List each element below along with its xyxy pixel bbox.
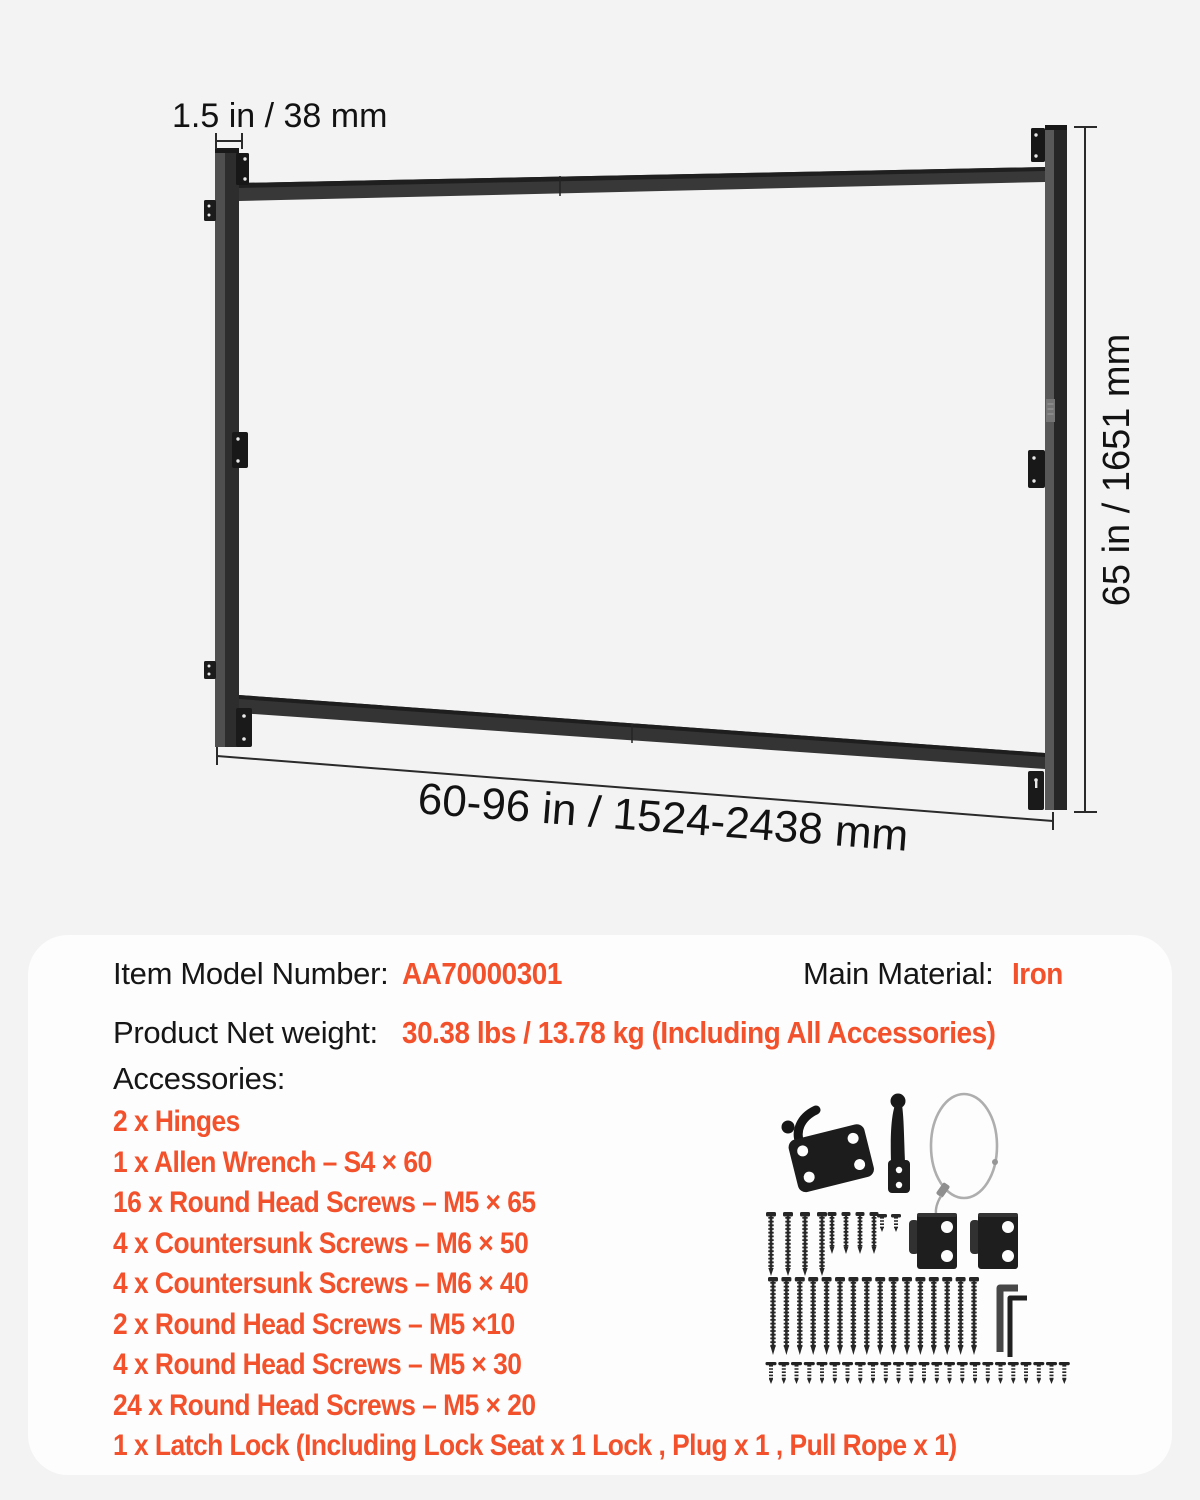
right-post-mid-bracket — [1028, 450, 1045, 488]
thickness-label: 1.5 in / 38 mm — [172, 97, 388, 135]
main-material-value: Iron — [1012, 956, 1063, 991]
right-post — [1028, 125, 1067, 810]
screw-group-countersunk — [766, 1212, 901, 1276]
top-rail — [239, 167, 1045, 201]
spec-panel — [28, 935, 1172, 1475]
accessory-item: 16 x Round Head Screws – M5 × 65 — [113, 1186, 536, 1219]
latch-handle — [888, 1094, 910, 1194]
net-weight-label: Product Net weight: — [113, 1015, 378, 1050]
left-post-upper-tab — [204, 200, 216, 221]
model-number-value: AA70000301 — [402, 956, 562, 991]
accessories-photo — [743, 1083, 1179, 1395]
accessory-item: 2 x Hinges — [113, 1105, 240, 1138]
main-material-label: Main Material: — [803, 956, 994, 991]
hinges — [909, 1213, 1018, 1269]
pull-rope — [931, 1094, 998, 1214]
model-number-label: Item Model Number: — [113, 956, 389, 991]
left-post-mid-bracket — [232, 432, 248, 468]
accessory-item: 4 x Countersunk Screws – M6 × 50 — [113, 1226, 529, 1260]
accessories-heading: Accessories: — [113, 1061, 286, 1096]
accessory-item: 24 x Round Head Screws – M5 × 20 — [113, 1388, 536, 1422]
accessory-item: 4 x Round Head Screws – M5 × 30 — [113, 1348, 522, 1381]
right-post-top-bracket — [1031, 128, 1045, 162]
product-sticker — [1046, 399, 1055, 422]
left-post-foot — [236, 708, 252, 747]
left-post-lower-tab — [204, 661, 216, 679]
width-label: 60-96 in / 1524-2438 mm — [416, 774, 911, 861]
thickness-dimension — [216, 133, 242, 149]
allen-wrench — [1000, 1288, 1027, 1357]
net-weight-value: 30.38 lbs / 13.78 kg (Including All Accessories) — [402, 1015, 996, 1050]
height-dimension — [1074, 127, 1097, 812]
left-post-top-bracket — [236, 153, 249, 185]
right-post-foot — [1028, 771, 1044, 810]
screw-row-24 — [766, 1362, 1070, 1384]
accessory-item: 4 x Countersunk Screws – M6 × 40 — [113, 1267, 529, 1300]
accessory-item: 2 x Round Head Screws – M5 ×10 — [113, 1307, 515, 1341]
latch-lock — [782, 1110, 876, 1194]
accessory-item: 1 x Allen Wrench – S4 × 60 — [113, 1145, 432, 1179]
accessory-item: 1 x Latch Lock (Including Lock Seat x 1 Lock , Plug x 1 , Pull Rope x 1) — [113, 1429, 957, 1462]
left-post — [204, 148, 252, 747]
screw-row-16 — [768, 1277, 979, 1355]
height-label: 65 in / 1651 mm — [1096, 333, 1138, 607]
bottom-rail — [239, 695, 1045, 769]
